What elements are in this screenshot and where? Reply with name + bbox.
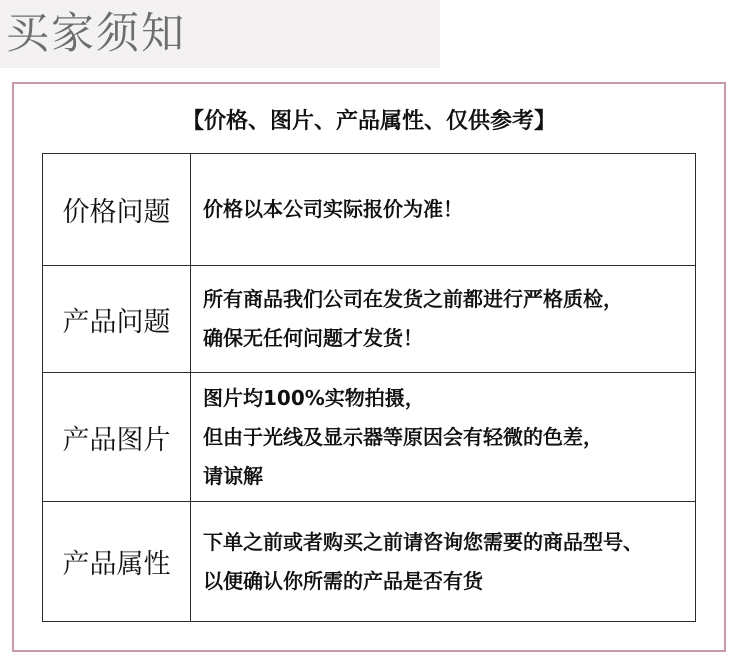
content-line: 下单之前或者购买之前请咨询您需要的商品型号、 <box>203 529 643 554</box>
content-line: 以便确认你所需的产品是否有货 <box>203 568 483 593</box>
content-line: 请谅解 <box>203 463 263 488</box>
table-row <box>43 373 696 502</box>
content-line: 图片均100%实物拍摄， <box>203 385 425 410</box>
row-content-product-images <box>191 373 696 502</box>
content-line: 确保无任何问题才发货！ <box>203 326 423 350</box>
page-title: 买家须知 <box>6 9 186 59</box>
notice-subtitle: 【价格、图片、产品属性、仅供参考】 <box>181 109 556 134</box>
row-content-product-attributes <box>191 502 696 622</box>
row-content-product-quality <box>191 266 696 373</box>
content-line: 价格以本公司实际报价为准！ <box>203 197 463 221</box>
table-row <box>43 502 696 622</box>
table-row <box>43 266 696 373</box>
content-line: 但由于光线及显示器等原因会有轻微的色差， <box>203 424 603 449</box>
row-label-product-images: 产品图片 <box>43 373 191 502</box>
content-line: 所有商品我们公司在发货之前都进行严格质检， <box>203 287 623 311</box>
notice-table <box>42 153 696 622</box>
table-row <box>43 154 696 266</box>
row-label-price: 价格问题 <box>43 154 191 266</box>
row-content-price <box>191 154 696 266</box>
row-label-product-quality: 产品问题 <box>43 266 191 373</box>
row-label-product-attributes: 产品属性 <box>43 502 191 622</box>
